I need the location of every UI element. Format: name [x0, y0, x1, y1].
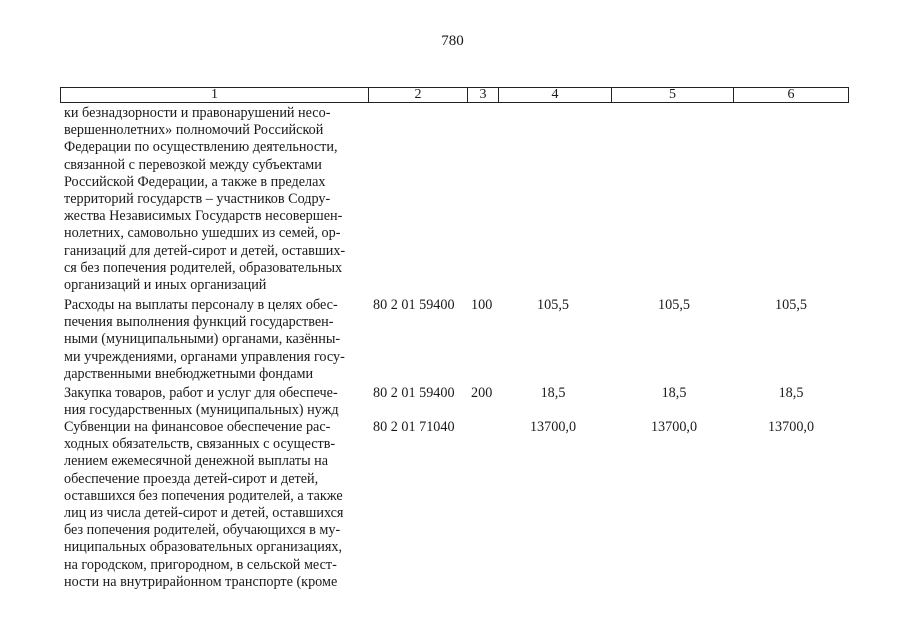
- column-header-2: 2: [369, 88, 468, 102]
- row-description: Субвенции на финансовое обеспечение рас- ходных обязательств, связанных с осуществ- лением ежемесячной денежной выплаты на обеспечение проезда детей-сирот и детей, оставшихся без попечения родителей, а также лиц из числа детей-сирот и детей, оставшихся без попечения родителей, обучающихся в му- ниципальных образовательных организациях, на городском, пригородном, в сельской мест- ности на внутрирайонном транспорте (кроме: [64, 419, 344, 590]
- amount-year-2: 13700,0: [650, 419, 698, 435]
- amount-year-1: 18,5: [540, 385, 566, 401]
- amount-year-1: 105,5: [537, 297, 569, 313]
- expense-type-code: 100: [471, 297, 493, 313]
- amount-year-1: 13700,0: [529, 419, 577, 435]
- amount-year-3: 13700,0: [767, 419, 815, 435]
- column-header-6: 6: [787, 87, 795, 102]
- row-description: ки безнадзорности и правонарушений несо- вершеннолетних» полномочий Российской Федерации по осуществлению деятельности, связанной с перевозкой между субъектами Российской Федерации, а также в пределах территорий государств – участников Содру- жества Независимых Государств несовершен- нолетних, самовольно ушедших из семей, ор- ганизаций для детей-сирот и детей, оставших- ся без попечения родителей, образовательных организаций и иных организаций: [64, 105, 346, 294]
- target-article-code: 80 2 01 59400: [373, 297, 455, 313]
- column-header-4: 4: [499, 88, 612, 102]
- row-description: Закупка товаров, работ и услуг для обеспече- ния государственных (муниципальных) нужд: [64, 385, 339, 419]
- column-header-5: 5: [612, 88, 734, 102]
- amount-year-3: 105,5: [775, 297, 807, 313]
- table-header-row: [60, 87, 849, 103]
- amount-year-3: 18,5: [778, 385, 804, 401]
- amount-year-2: 18,5: [661, 385, 687, 401]
- expense-type-code: 200: [471, 385, 493, 401]
- column-header-3: 3: [468, 88, 499, 102]
- amount-year-2: 105,5: [658, 297, 690, 313]
- page-number: 780: [441, 33, 464, 49]
- row-description: Расходы на выплаты персоналу в целях обес- печения выполнения функций государствен- ными (муниципальными) органами, казённы- ми учреждениями, органами управления госу- дарственными внебюджетными фондами: [64, 297, 345, 382]
- target-article-code: 80 2 01 59400: [373, 385, 455, 401]
- target-article-code: 80 2 01 71040: [373, 419, 455, 435]
- column-header-1: 1: [61, 88, 369, 102]
